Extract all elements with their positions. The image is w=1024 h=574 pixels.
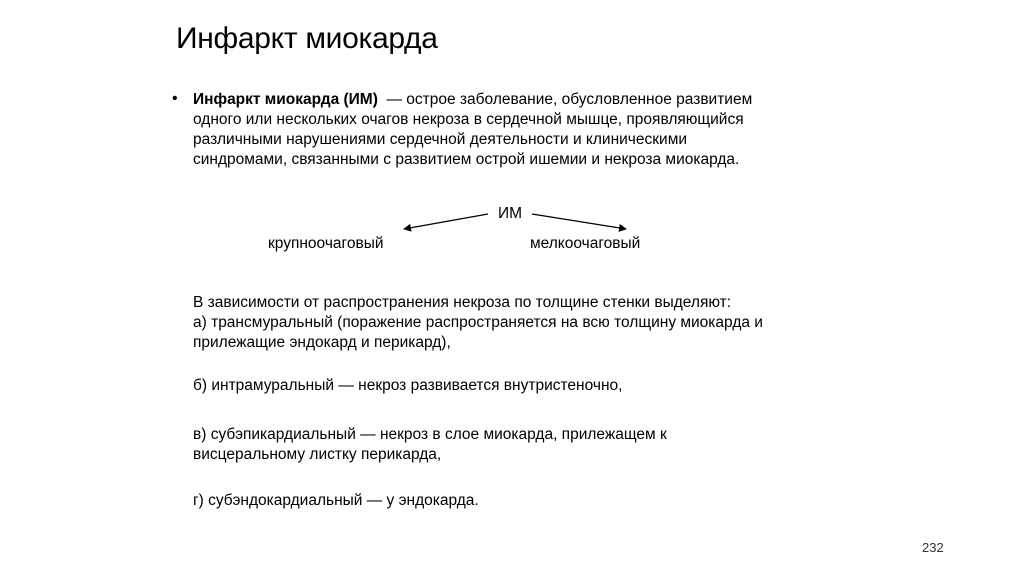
classification-c-line-2: висцеральному листку перикарда,: [193, 446, 442, 463]
classification-d: г) субэндокардиальный — у эндокарда.: [193, 492, 479, 509]
definition-text: [193, 90, 853, 170]
classification-intro-block: [193, 293, 873, 353]
slide-title: Инфаркт миокарда: [176, 22, 438, 55]
arrow-left: [404, 214, 488, 229]
diagram-left-label: крупноочаговый: [268, 235, 384, 252]
page-number: 232: [922, 540, 944, 555]
classification-a-line-1: а) трансмуральный (поражение распространяется на всю толщину миокарда и: [193, 314, 763, 331]
classification-a-line-2: прилежащие эндокард и перикард),: [193, 334, 451, 351]
definition-line-4: синдромами, связанными с развитием острой ишемии и некроза миокарда.: [193, 151, 740, 168]
diagram-right-label: мелкоочаговый: [530, 235, 641, 252]
classification-intro: В зависимости от распространения некроза по толщине стенки выделяют:: [193, 294, 732, 311]
definition-line-1-rest: — острое заболевание, обусловленное развитием: [377, 91, 753, 108]
classification-b: б) интрамуральный — некроз развивается внутристеночно,: [193, 377, 623, 394]
classification-b-block: [193, 376, 873, 396]
diagram-root-label: ИМ: [498, 205, 523, 222]
bullet-marker: •: [172, 90, 178, 107]
definition-line-3: различными нарушениями сердечной деятельности и клиническими: [193, 131, 688, 148]
classification-d-block: [193, 491, 873, 511]
classification-c-line-1: в) субэпикардиальный — некроз в слое миокарда, прилежащем к: [193, 426, 667, 443]
classification-c-block: [193, 425, 873, 465]
definition-line-2: одного или нескольких очагов некроза в сердечной мышце, проявляющийся: [193, 111, 744, 128]
definition-line-1: [193, 90, 853, 110]
arrow-right: [532, 214, 626, 229]
definition-term: Инфаркт миокарда (ИМ): [193, 91, 378, 108]
